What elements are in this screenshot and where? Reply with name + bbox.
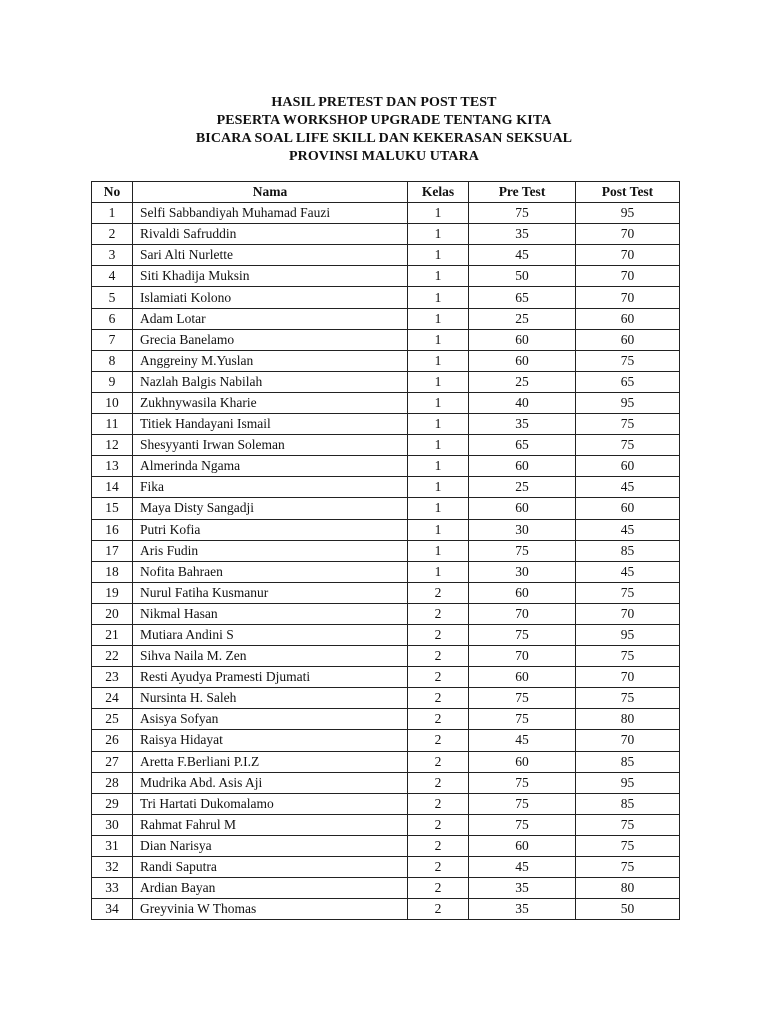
cell-kelas: 2 — [408, 582, 469, 603]
cell-post-test: 70 — [576, 730, 680, 751]
cell-nama: Tri Hartati Dukomalamo — [133, 793, 408, 814]
cell-kelas: 1 — [408, 414, 469, 435]
cell-pre-test: 75 — [469, 624, 576, 645]
cell-pre-test: 60 — [469, 498, 576, 519]
cell-kelas: 2 — [408, 878, 469, 899]
cell-pre-test: 45 — [469, 245, 576, 266]
table-row — [92, 878, 680, 899]
cell-pre-test: 25 — [469, 371, 576, 392]
cell-pre-test: 60 — [469, 667, 576, 688]
cell-pre-test: 35 — [469, 224, 576, 245]
cell-post-test: 60 — [576, 498, 680, 519]
cell-nama: Greyvinia W Thomas — [133, 899, 408, 920]
table-row — [92, 582, 680, 603]
cell-post-test: 50 — [576, 899, 680, 920]
cell-pre-test: 60 — [469, 582, 576, 603]
cell-nama: Nikmal Hasan — [133, 603, 408, 624]
cell-nama: Grecia Banelamo — [133, 329, 408, 350]
cell-post-test: 45 — [576, 519, 680, 540]
cell-no: 4 — [92, 266, 133, 287]
cell-kelas: 2 — [408, 688, 469, 709]
title-line-2: PESERTA WORKSHOP UPGRADE TENTANG KITA — [216, 113, 552, 128]
cell-post-test: 70 — [576, 266, 680, 287]
cell-post-test: 75 — [576, 646, 680, 667]
cell-no: 11 — [92, 414, 133, 435]
cell-pre-test: 60 — [469, 751, 576, 772]
cell-pre-test: 65 — [469, 435, 576, 456]
cell-post-test: 95 — [576, 624, 680, 645]
cell-no: 9 — [92, 371, 133, 392]
cell-post-test: 80 — [576, 878, 680, 899]
cell-post-test: 95 — [576, 772, 680, 793]
cell-kelas: 1 — [408, 477, 469, 498]
cell-no: 23 — [92, 667, 133, 688]
cell-pre-test: 35 — [469, 899, 576, 920]
cell-no: 7 — [92, 329, 133, 350]
table-row — [92, 603, 680, 624]
table-row — [92, 456, 680, 477]
cell-nama: Ardian Bayan — [133, 878, 408, 899]
cell-nama: Shesyyanti Irwan Soleman — [133, 435, 408, 456]
cell-post-test: 75 — [576, 414, 680, 435]
cell-no: 14 — [92, 477, 133, 498]
cell-no: 1 — [92, 203, 133, 224]
cell-kelas: 1 — [408, 350, 469, 371]
cell-nama: Anggreiny M.Yuslan — [133, 350, 408, 371]
cell-no: 2 — [92, 224, 133, 245]
column-header-nama: Nama — [133, 182, 408, 203]
table-row — [92, 414, 680, 435]
cell-nama: Nurul Fatiha Kusmanur — [133, 582, 408, 603]
table-row — [92, 624, 680, 645]
table-row — [92, 540, 680, 561]
cell-kelas: 1 — [408, 329, 469, 350]
table-row — [92, 435, 680, 456]
table-row — [92, 329, 680, 350]
cell-no: 8 — [92, 350, 133, 371]
cell-pre-test: 30 — [469, 561, 576, 582]
cell-post-test: 75 — [576, 688, 680, 709]
cell-post-test: 95 — [576, 203, 680, 224]
table-row — [92, 519, 680, 540]
cell-nama: Aretta F.Berliani P.I.Z — [133, 751, 408, 772]
column-header-kelas: Kelas — [408, 182, 469, 203]
cell-post-test: 45 — [576, 561, 680, 582]
cell-pre-test: 65 — [469, 287, 576, 308]
cell-nama: Mudrika Abd. Asis Aji — [133, 772, 408, 793]
table-row — [92, 287, 680, 308]
cell-post-test: 75 — [576, 350, 680, 371]
column-header-pre-test: Pre Test — [469, 182, 576, 203]
table-row — [92, 371, 680, 392]
cell-nama: Rivaldi Safruddin — [133, 224, 408, 245]
cell-post-test: 70 — [576, 667, 680, 688]
table-row — [92, 772, 680, 793]
cell-nama: Sihva Naila M. Zen — [133, 646, 408, 667]
cell-post-test: 75 — [576, 835, 680, 856]
cell-no: 17 — [92, 540, 133, 561]
document-title — [0, 94, 768, 166]
cell-nama: Raisya Hidayat — [133, 730, 408, 751]
cell-nama: Adam Lotar — [133, 308, 408, 329]
cell-nama: Rahmat Fahrul M — [133, 814, 408, 835]
cell-kelas: 1 — [408, 498, 469, 519]
table-row — [92, 688, 680, 709]
cell-post-test: 65 — [576, 371, 680, 392]
cell-kelas: 2 — [408, 899, 469, 920]
cell-kelas: 1 — [408, 371, 469, 392]
table-row — [92, 646, 680, 667]
cell-post-test: 70 — [576, 603, 680, 624]
cell-kelas: 2 — [408, 772, 469, 793]
cell-post-test: 95 — [576, 392, 680, 413]
table-row — [92, 730, 680, 751]
cell-kelas: 1 — [408, 435, 469, 456]
cell-no: 27 — [92, 751, 133, 772]
cell-no: 31 — [92, 835, 133, 856]
cell-no: 5 — [92, 287, 133, 308]
cell-kelas: 1 — [408, 287, 469, 308]
title-line-3: BICARA SOAL LIFE SKILL DAN KEKERASAN SEKSUAL — [195, 131, 573, 146]
cell-kelas: 1 — [408, 519, 469, 540]
cell-kelas: 1 — [408, 308, 469, 329]
cell-post-test: 75 — [576, 435, 680, 456]
cell-no: 34 — [92, 899, 133, 920]
cell-nama: Titiek Handayani Ismail — [133, 414, 408, 435]
cell-pre-test: 35 — [469, 414, 576, 435]
cell-kelas: 1 — [408, 561, 469, 582]
cell-no: 33 — [92, 878, 133, 899]
cell-kelas: 2 — [408, 835, 469, 856]
table-row — [92, 835, 680, 856]
cell-nama: Nursinta H. Saleh — [133, 688, 408, 709]
cell-pre-test: 75 — [469, 709, 576, 730]
cell-nama: Putri Kofia — [133, 519, 408, 540]
cell-kelas: 2 — [408, 709, 469, 730]
cell-no: 25 — [92, 709, 133, 730]
cell-kelas: 2 — [408, 793, 469, 814]
table-row — [92, 266, 680, 287]
cell-kelas: 2 — [408, 603, 469, 624]
cell-kelas: 2 — [408, 646, 469, 667]
cell-post-test: 45 — [576, 477, 680, 498]
cell-kelas: 1 — [408, 245, 469, 266]
cell-no: 32 — [92, 857, 133, 878]
cell-no: 12 — [92, 435, 133, 456]
cell-nama: Siti Khadija Muksin — [133, 266, 408, 287]
cell-post-test: 75 — [576, 814, 680, 835]
cell-nama: Randi Saputra — [133, 857, 408, 878]
results-table — [91, 181, 680, 920]
cell-pre-test: 50 — [469, 266, 576, 287]
table-row — [92, 203, 680, 224]
cell-pre-test: 25 — [469, 308, 576, 329]
table-row — [92, 245, 680, 266]
table-row — [92, 793, 680, 814]
cell-pre-test: 30 — [469, 519, 576, 540]
cell-no: 3 — [92, 245, 133, 266]
cell-nama: Zukhnywasila Kharie — [133, 392, 408, 413]
cell-no: 22 — [92, 646, 133, 667]
cell-pre-test: 70 — [469, 646, 576, 667]
cell-post-test: 70 — [576, 224, 680, 245]
cell-post-test: 75 — [576, 857, 680, 878]
cell-no: 18 — [92, 561, 133, 582]
cell-no: 16 — [92, 519, 133, 540]
cell-nama: Islamiati Kolono — [133, 287, 408, 308]
cell-nama: Mutiara Andini S — [133, 624, 408, 645]
cell-kelas: 2 — [408, 751, 469, 772]
cell-pre-test: 75 — [469, 793, 576, 814]
cell-nama: Nofita Bahraen — [133, 561, 408, 582]
cell-nama: Resti Ayudya Pramesti Djumati — [133, 667, 408, 688]
cell-pre-test: 60 — [469, 329, 576, 350]
table-row — [92, 224, 680, 245]
cell-post-test: 70 — [576, 245, 680, 266]
table-body — [92, 203, 680, 920]
cell-pre-test: 60 — [469, 350, 576, 371]
cell-pre-test: 75 — [469, 540, 576, 561]
cell-pre-test: 75 — [469, 203, 576, 224]
cell-no: 26 — [92, 730, 133, 751]
cell-post-test: 60 — [576, 456, 680, 477]
cell-no: 20 — [92, 603, 133, 624]
cell-no: 29 — [92, 793, 133, 814]
cell-nama: Nazlah Balgis Nabilah — [133, 371, 408, 392]
table-row — [92, 561, 680, 582]
cell-kelas: 2 — [408, 667, 469, 688]
cell-kelas: 1 — [408, 266, 469, 287]
table-row — [92, 392, 680, 413]
cell-post-test: 60 — [576, 308, 680, 329]
table-row — [92, 498, 680, 519]
cell-kelas: 1 — [408, 203, 469, 224]
cell-kelas: 2 — [408, 624, 469, 645]
cell-no: 13 — [92, 456, 133, 477]
cell-pre-test: 35 — [469, 878, 576, 899]
cell-no: 21 — [92, 624, 133, 645]
cell-nama: Maya Disty Sangadji — [133, 498, 408, 519]
cell-no: 10 — [92, 392, 133, 413]
cell-kelas: 1 — [408, 540, 469, 561]
cell-kelas: 1 — [408, 224, 469, 245]
cell-kelas: 2 — [408, 730, 469, 751]
cell-post-test: 85 — [576, 751, 680, 772]
table-row — [92, 477, 680, 498]
table-row — [92, 308, 680, 329]
cell-post-test: 85 — [576, 793, 680, 814]
cell-pre-test: 40 — [469, 392, 576, 413]
title-line-4: PROVINSI MALUKU UTARA — [288, 149, 480, 164]
table-row — [92, 857, 680, 878]
table-row — [92, 899, 680, 920]
cell-post-test: 60 — [576, 329, 680, 350]
cell-no: 28 — [92, 772, 133, 793]
cell-pre-test: 25 — [469, 477, 576, 498]
cell-nama: Selfi Sabbandiyah Muhamad Fauzi — [133, 203, 408, 224]
cell-kelas: 1 — [408, 456, 469, 477]
cell-post-test: 80 — [576, 709, 680, 730]
table-header — [92, 182, 680, 203]
table-row — [92, 709, 680, 730]
column-header-no: No — [92, 182, 133, 203]
cell-kelas: 1 — [408, 392, 469, 413]
cell-no: 19 — [92, 582, 133, 603]
cell-pre-test: 75 — [469, 772, 576, 793]
cell-pre-test: 70 — [469, 603, 576, 624]
cell-nama: Dian Narisya — [133, 835, 408, 856]
cell-nama: Almerinda Ngama — [133, 456, 408, 477]
cell-no: 6 — [92, 308, 133, 329]
title-line-1: HASIL PRETEST DAN POST TEST — [271, 95, 497, 110]
table-row — [92, 350, 680, 371]
column-header-post-test: Post Test — [576, 182, 680, 203]
cell-nama: Asisya Sofyan — [133, 709, 408, 730]
cell-pre-test: 45 — [469, 730, 576, 751]
cell-no: 15 — [92, 498, 133, 519]
cell-nama: Fika — [133, 477, 408, 498]
cell-pre-test: 60 — [469, 456, 576, 477]
cell-pre-test: 45 — [469, 857, 576, 878]
table-row — [92, 751, 680, 772]
cell-nama: Sari Alti Nurlette — [133, 245, 408, 266]
cell-post-test: 70 — [576, 287, 680, 308]
table-row — [92, 814, 680, 835]
cell-kelas: 2 — [408, 857, 469, 878]
cell-post-test: 85 — [576, 540, 680, 561]
cell-pre-test: 75 — [469, 814, 576, 835]
cell-kelas: 2 — [408, 814, 469, 835]
cell-pre-test: 60 — [469, 835, 576, 856]
table-row — [92, 667, 680, 688]
cell-post-test: 75 — [576, 582, 680, 603]
header-row — [92, 182, 680, 203]
cell-no: 24 — [92, 688, 133, 709]
cell-pre-test: 75 — [469, 688, 576, 709]
cell-no: 30 — [92, 814, 133, 835]
cell-nama: Aris Fudin — [133, 540, 408, 561]
